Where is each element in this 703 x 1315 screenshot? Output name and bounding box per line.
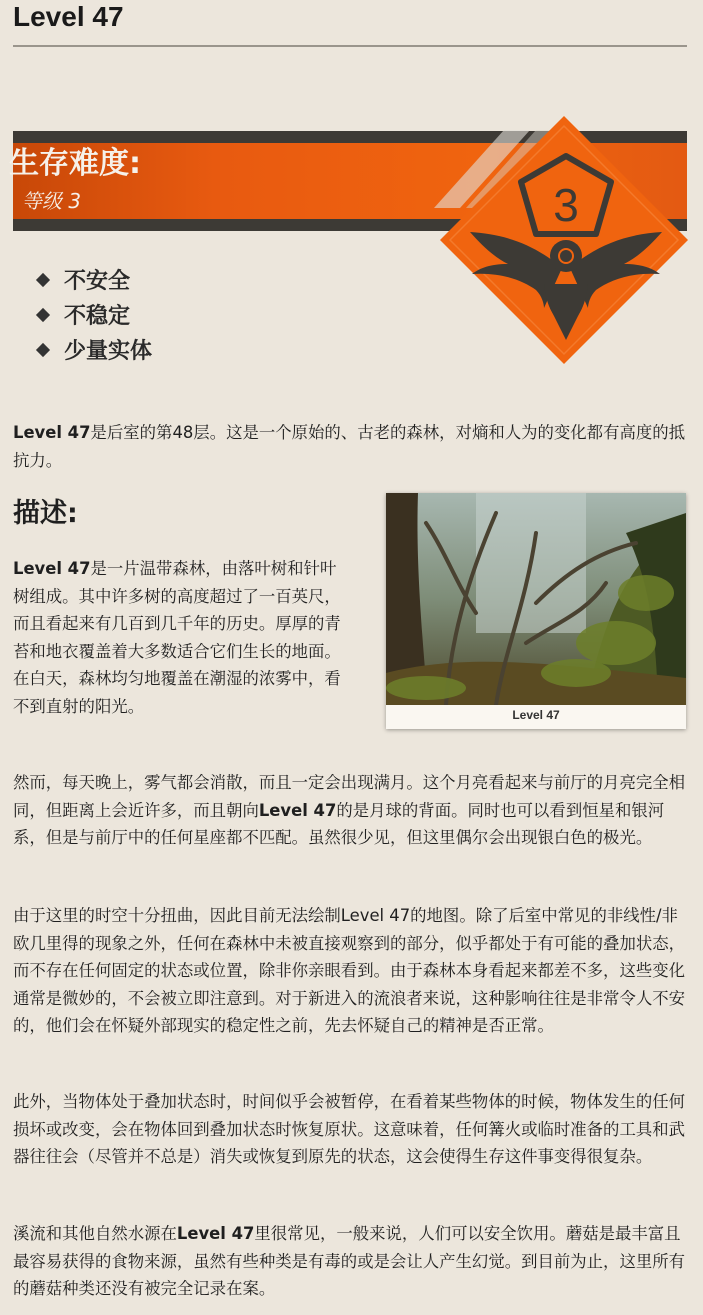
title-divider [13, 45, 687, 47]
description-paragraph-2: 然而，每天晚上，雾气都会消散，而且一定会出现满月。这个月亮看起来与前厅的月亮完全相同，但距离上会近许多，而且朝向Level 47的是月球的背面。同时也可以看到恒星和银河系，但是与前厅中的任何星座都不匹配。虽然很少见，但这里偶尔会出现银白色的极光。 [13, 773, 686, 847]
trait-item: 不稳定 [38, 299, 152, 334]
trait-item: 不安全 [38, 264, 152, 299]
image-caption: Level 47 [512, 708, 560, 722]
forest-photo [386, 493, 686, 705]
difficulty-heading: 生存难度: [9, 146, 141, 181]
page-title: Level 47 [13, 1, 124, 32]
difficulty-emblem [426, 108, 694, 370]
intro-paragraph: Level 47是后室的第48层。这是一个原始的、古老的森林，对熵和人为的变化都有高度的抵抗力。 [13, 423, 686, 470]
diamond-bullet-icon [36, 343, 50, 357]
diamond-bullet-icon [36, 308, 50, 322]
description-paragraph-5: 溪流和其他自然水源在Level 47里很常见，一般来说，人们可以安全饮用。蘑菇是最丰富且最容易获得的食物来源，虽然有些种类是有毒的或是会让人产生幻觉。到目前为止，这里所有的蘑菇种类还没有被完全记录在案。 [13, 1224, 686, 1298]
difficulty-traits [38, 264, 152, 369]
description-paragraph-3: 由于这里的时空十分扭曲，因此目前无法绘制Level 47的地图。除了后室中常见的非线性/非欧几里得的现象之外，任何在森林中未被直接观察到的部分，似乎都处于有可能的叠加状态，而不存在任何固定的状态或位置，除非你亲眼看到。由于森林本身看起来都差不多，这些变化通常是微妙的，不会被立即注意到。对于新进入的流浪者来说，这种影响往往是非常令人不安的，他们会在怀疑外部现实的稳定性之前，先去怀疑自己的精神是否正常。 [13, 906, 686, 1035]
description-paragraph-1: Level 47是一片温带森林，由落叶树和针叶树组成。其中许多树的高度超过了一百英尺，而且看起来有几百到几千年的历史。厚厚的青苔和地衣覆盖着大多数适合它们生长的地面。在白天，森林均匀地覆盖在潮湿的浓雾中，看不到直射的阳光。 [13, 559, 341, 716]
emblem-number: 3 [553, 179, 579, 231]
diamond-bullet-icon [36, 273, 50, 287]
trait-item: 少量实体 [38, 334, 152, 369]
description-heading: 描述: [13, 498, 78, 529]
level-image [386, 493, 686, 729]
difficulty-level: 等级 3 [22, 189, 82, 213]
description-paragraph-4: 此外，当物体处于叠加状态时，时间似乎会被暂停，在看着某些物体的时候，物体发生的任何损坏或改变，会在物体回到叠加状态时恢复原状。这意味着，任何篝火或临时准备的工具和武器往往会（尽管并不总是）消失或恢复到原先的状态，这会使得生存这件事变得很复杂。 [13, 1092, 686, 1166]
